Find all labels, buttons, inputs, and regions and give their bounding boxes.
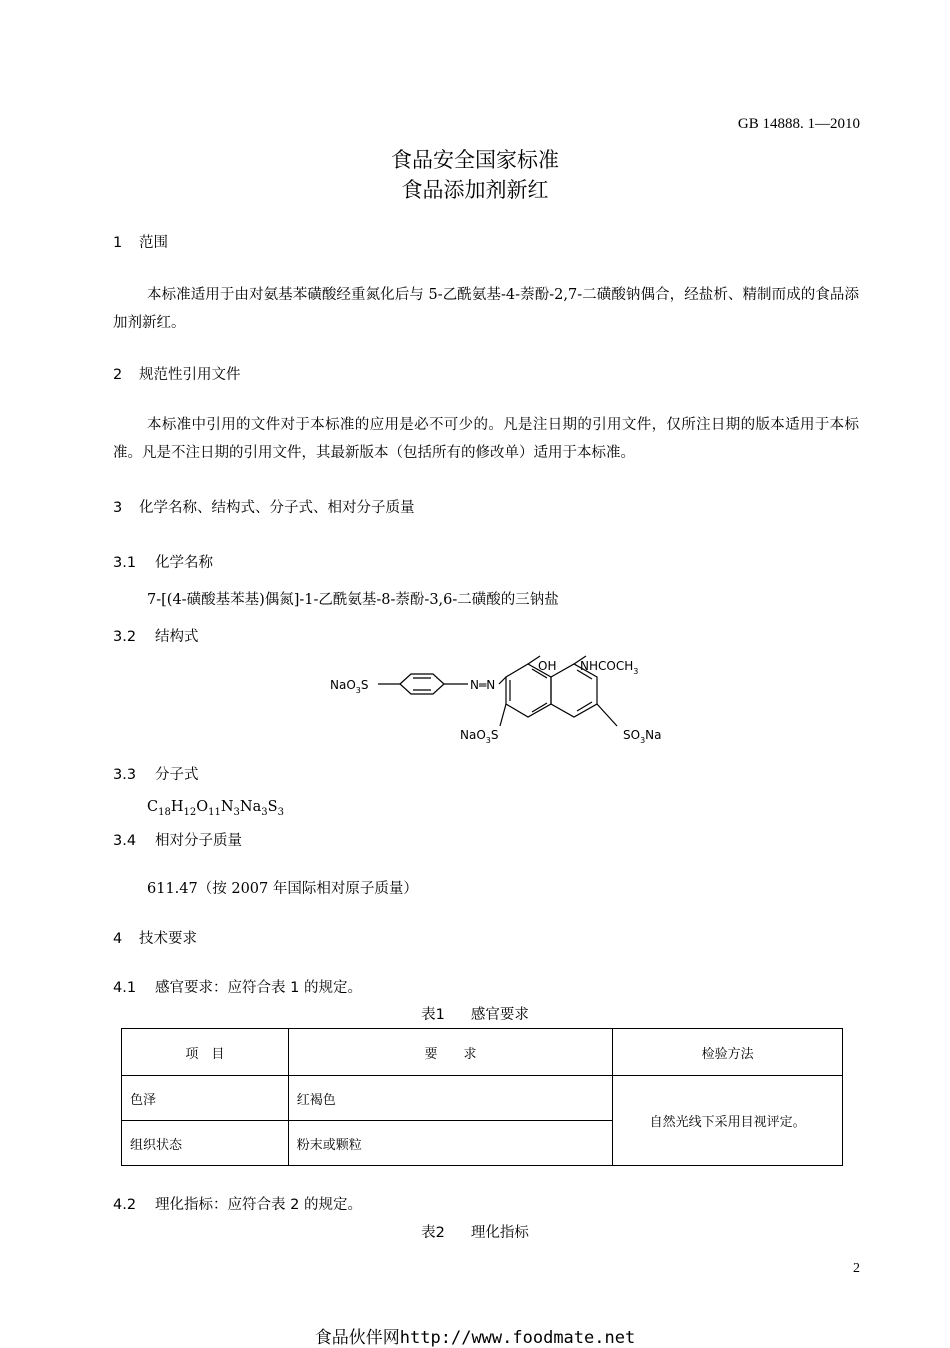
footer-url-link[interactable]: http://www.foodmate.net (399, 1328, 636, 1348)
formula-element: N (220, 799, 234, 815)
section-title: 技术要求 (139, 931, 197, 947)
cell-test-method: 自然光线下采用目视评定。 (613, 1076, 843, 1166)
section-number: 1 (113, 235, 123, 251)
standard-code: GB 14888. 1—2010 (737, 116, 860, 132)
azo-group: N═N (470, 678, 496, 692)
formula-subscript: 11 (208, 806, 221, 818)
section-number: 4.2 (113, 1197, 137, 1213)
formula-element: Na (239, 799, 262, 815)
title-line-1: 食品安全国家标准 (391, 148, 559, 172)
cell-requirement: 粉末或颗粒 (288, 1121, 613, 1166)
benzene-ring (400, 674, 444, 694)
section-4-heading (113, 927, 197, 948)
footer-site-name: 食品伙伴网 (314, 1328, 400, 1348)
section-title: 感官要求：应符合表 1 的规定。 (155, 980, 362, 996)
formula-element: O (196, 799, 209, 815)
title-line-2: 食品添加剂新红 (401, 178, 549, 202)
section-2-paragraph: 本标准中引用的文件对于本标准的应用是必不可少的。凡是注日期的引用文件，仅所注日期的版本适用于本标准。凡是不注日期的引用文件，其最新版本（包括所有的修改单）适用于本标准。 (113, 417, 859, 461)
ring-double-bond (577, 702, 592, 711)
section-title: 结构式 (155, 629, 199, 645)
header-item: 项 目 (122, 1029, 289, 1076)
header-requirement: 要 求 (288, 1029, 613, 1076)
formula-subscript: 3 (277, 806, 284, 818)
section-1-paragraph: 本标准适用于由对氨基苯磺酸经重氮化后与 5-乙酰氨基-4-萘酚-2,7-二磺酸钠偶合，经盐析、精制而成的食品添加剂新红。 (113, 287, 859, 331)
nao3s-group-bottom: NaO$_3$S (460, 728, 499, 745)
section-number: 3 (113, 500, 123, 516)
table-caption-title: 感官要求 (470, 1007, 529, 1023)
footer (0, 1323, 950, 1348)
molecular-formula (147, 799, 284, 818)
table-caption-number: 表2 (421, 1225, 445, 1241)
cell-item: 色泽 (122, 1076, 289, 1121)
section-title: 相对分子质量 (155, 833, 242, 849)
n-ring-bond (499, 677, 506, 684)
table-2-caption (0, 1221, 950, 1242)
section-3-1-heading (113, 551, 213, 572)
table-1-caption (0, 1003, 950, 1024)
section-number: 3.4 (113, 833, 137, 849)
section-number: 4.1 (113, 980, 137, 996)
section-title: 理化指标：应符合表 2 的规定。 (155, 1197, 362, 1213)
structural-formula (320, 650, 690, 750)
section-number: 3.2 (113, 629, 137, 645)
page-number: 2 (853, 1261, 860, 1276)
section-3-3-heading (113, 763, 199, 784)
formula-subscript: 3 (233, 806, 240, 818)
section-number: 3.3 (113, 767, 137, 783)
formula-element: H (170, 799, 184, 815)
cell-item: 组织状态 (122, 1121, 289, 1166)
section-3-2-heading (113, 625, 199, 646)
section-4-2-heading (113, 1193, 362, 1214)
formula-subscript: 12 (183, 806, 197, 818)
section-3-heading (113, 496, 415, 517)
so3na-group-bottom: $SO_3Na$ (623, 728, 662, 745)
section-title: 化学名称、结构式、分子式、相对分子质量 (139, 500, 415, 516)
formula-element: S (267, 799, 278, 815)
section-number: 2 (113, 367, 123, 383)
table-caption-number: 表1 (421, 1007, 445, 1023)
nhcoch3-group: $NHCOCH_3$ (580, 659, 639, 676)
table-caption-title: 理化指标 (470, 1225, 529, 1241)
section-4-1-heading (113, 976, 362, 997)
formula-subscript: 3 (261, 806, 268, 818)
sensory-requirements-table (121, 1028, 843, 1166)
section-title: 化学名称 (155, 555, 213, 571)
cell-requirement: 红褐色 (288, 1076, 613, 1121)
section-number: 4 (113, 931, 123, 947)
section-1-heading (113, 231, 168, 252)
chemical-name: 7-[(4-磺酸基苯基)偶氮]-1-乙酰氨基-8-萘酚-3,6-二磺酸的三钠盐 (147, 592, 559, 608)
section-3-4-heading (113, 829, 242, 850)
nao3s-group-top: NaO$_3$S (330, 678, 369, 695)
oh-group: OH (538, 659, 557, 673)
section-number: 3.1 (113, 555, 137, 571)
so3na-bond-right (597, 704, 617, 726)
formula-subscript: 18 (158, 806, 171, 818)
section-title: 范围 (139, 235, 168, 251)
section-title: 分子式 (155, 767, 199, 783)
table-header-row (122, 1029, 843, 1076)
table-row (122, 1076, 843, 1121)
header-test-method: 检验方法 (613, 1029, 843, 1076)
section-2-heading (113, 363, 241, 384)
formula-element: C (147, 799, 159, 815)
molecular-mass: 611.47（按 2007 年国际相对原子质量） (147, 881, 418, 897)
section-title: 规范性引用文件 (139, 367, 241, 383)
so3na-bond-left (500, 704, 506, 726)
